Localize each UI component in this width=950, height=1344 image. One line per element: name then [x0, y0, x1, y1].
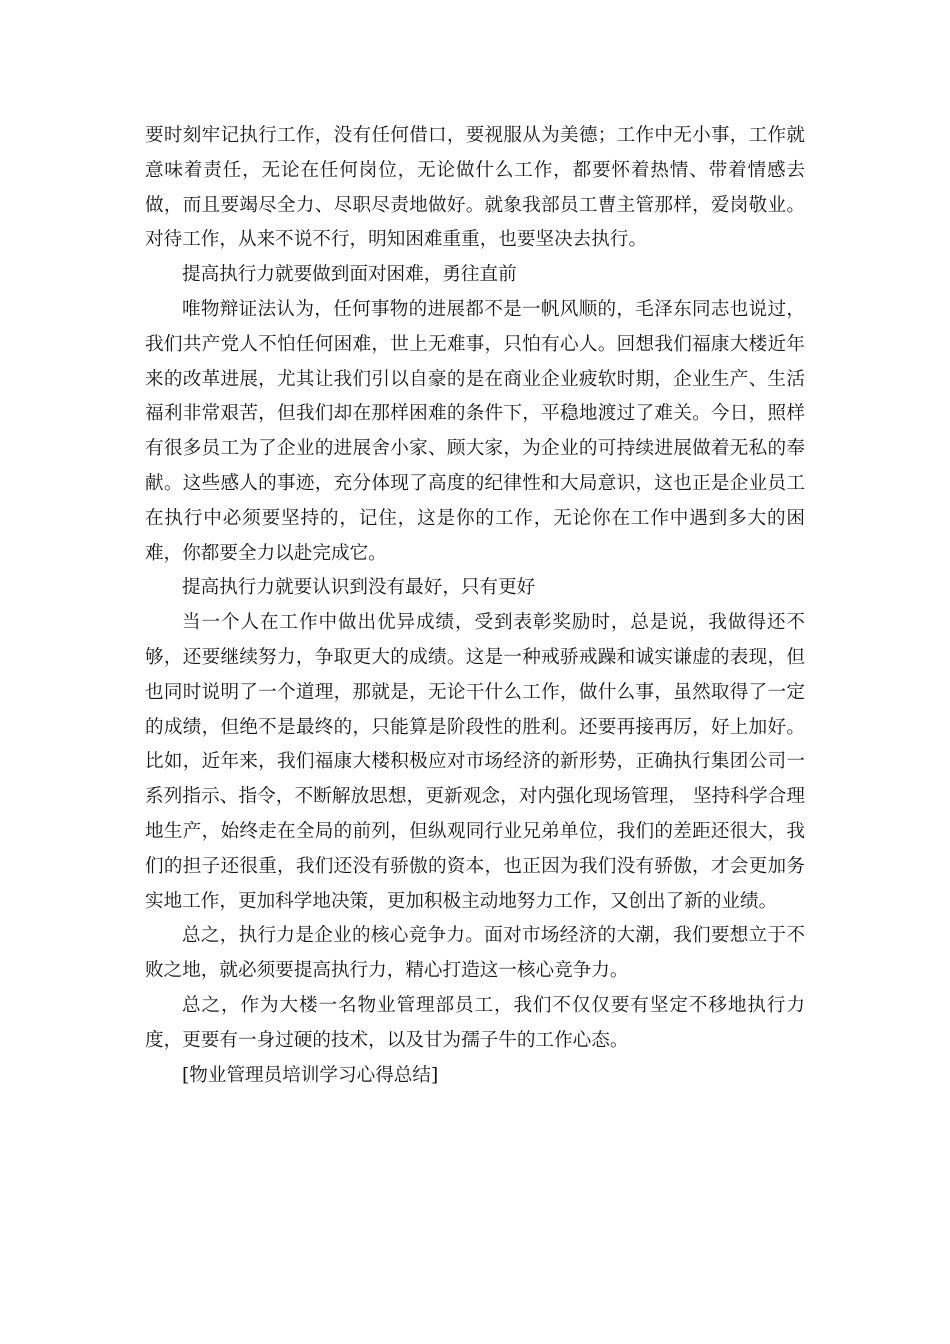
section-heading-face-difficulties: 提高执行力就要做到面对困难，勇往直前 — [182, 264, 517, 286]
document-body — [145, 119, 805, 1093]
paragraph-conclusion-core-competitiveness: 总之，执行力是企业的核心竞争力。面对市场经济的大潮，我们要想立于不败之地，就必须要提高执行力，精心打造这一核心竞争力。 — [145, 925, 805, 982]
document-footer-title: [物业管理员培训学习心得总结] — [182, 1064, 439, 1086]
paragraph-conclusion-attitude: 总之，作为大楼一名物业管理部员工，我们不仅仅要有坚定不移地执行力度，更要有一身过硬的技术，以及甘为孺子牛的工作心态。 — [145, 994, 805, 1051]
paragraph-continuation: 要时刻牢记执行工作，没有任何借口，要视服从为美德；工作中无小事，工作就意味着责任，无论在任何岗位，无论做什么工作，都要怀着热情、带着情感去做，而且要竭尽全力、尽职尽责地做好。就象我部员工曹主管那样，爱岗敬业。对待工作，从来不说不行，明知困难重重，也要坚决去执行。 — [145, 125, 805, 251]
paragraph-achievement: 当一个人在工作中做出优异成绩，受到表彰奖励时，总是说，我做得还不够，还要继续努力，争取更大的成绩。这是一种戒骄戒躁和诚实谦虚的表现，但也同时说明了一个道理，那就是，无论干什么工作，做什么事，虽然取得了一定的成绩，但绝不是最终的，只能算是阶段性的胜利。还要再接再厉，好上加好。比如，近年来，我们福康大楼积极应对市场经济的新形势，正确执行集团公司一系列指示、指令，不断解放思想，更新观念，对内强化现场管理， 坚持科学合理地生产，始终走在全局的前列，但纵观同行业兄弟单位，我们的差距还很大，我们的担子还很重，我们还没有骄傲的资本，也正因为我们没有骄傲，才会更加务实地工作，更加科学地决策，更加积极主动地努力工作，又创出了新的业绩。 — [145, 612, 805, 912]
section-heading-no-best: 提高执行力就要认识到没有最好，只有更好 — [182, 577, 536, 599]
paragraph-dialectics: 唯物辩证法认为，任何事物的进展都不是一帆风顺的，毛泽东同志也说过，我们共产党人不怕任何困难，世上无难事，只怕有心人。回想我们福康大楼近年来的改革进展，尤其让我们引以自豪的是在商业企业疲软时期，企业生产、生活福利非常艰苦，但我们却在那样困难的条件下，平稳地渡过了难关。今日，照样有很多员工为了企业的进展舍小家、顾大家，为企业的可持续进展做着无私的奉献。这些感人的事迹，充分体现了高度的纪律性和大局意识，这也正是企业员工在执行中必须要坚持的，记住，这是你的工作，无论你在工作中遇到多大的困难，你都要全力以赴完成它。 — [145, 298, 805, 564]
